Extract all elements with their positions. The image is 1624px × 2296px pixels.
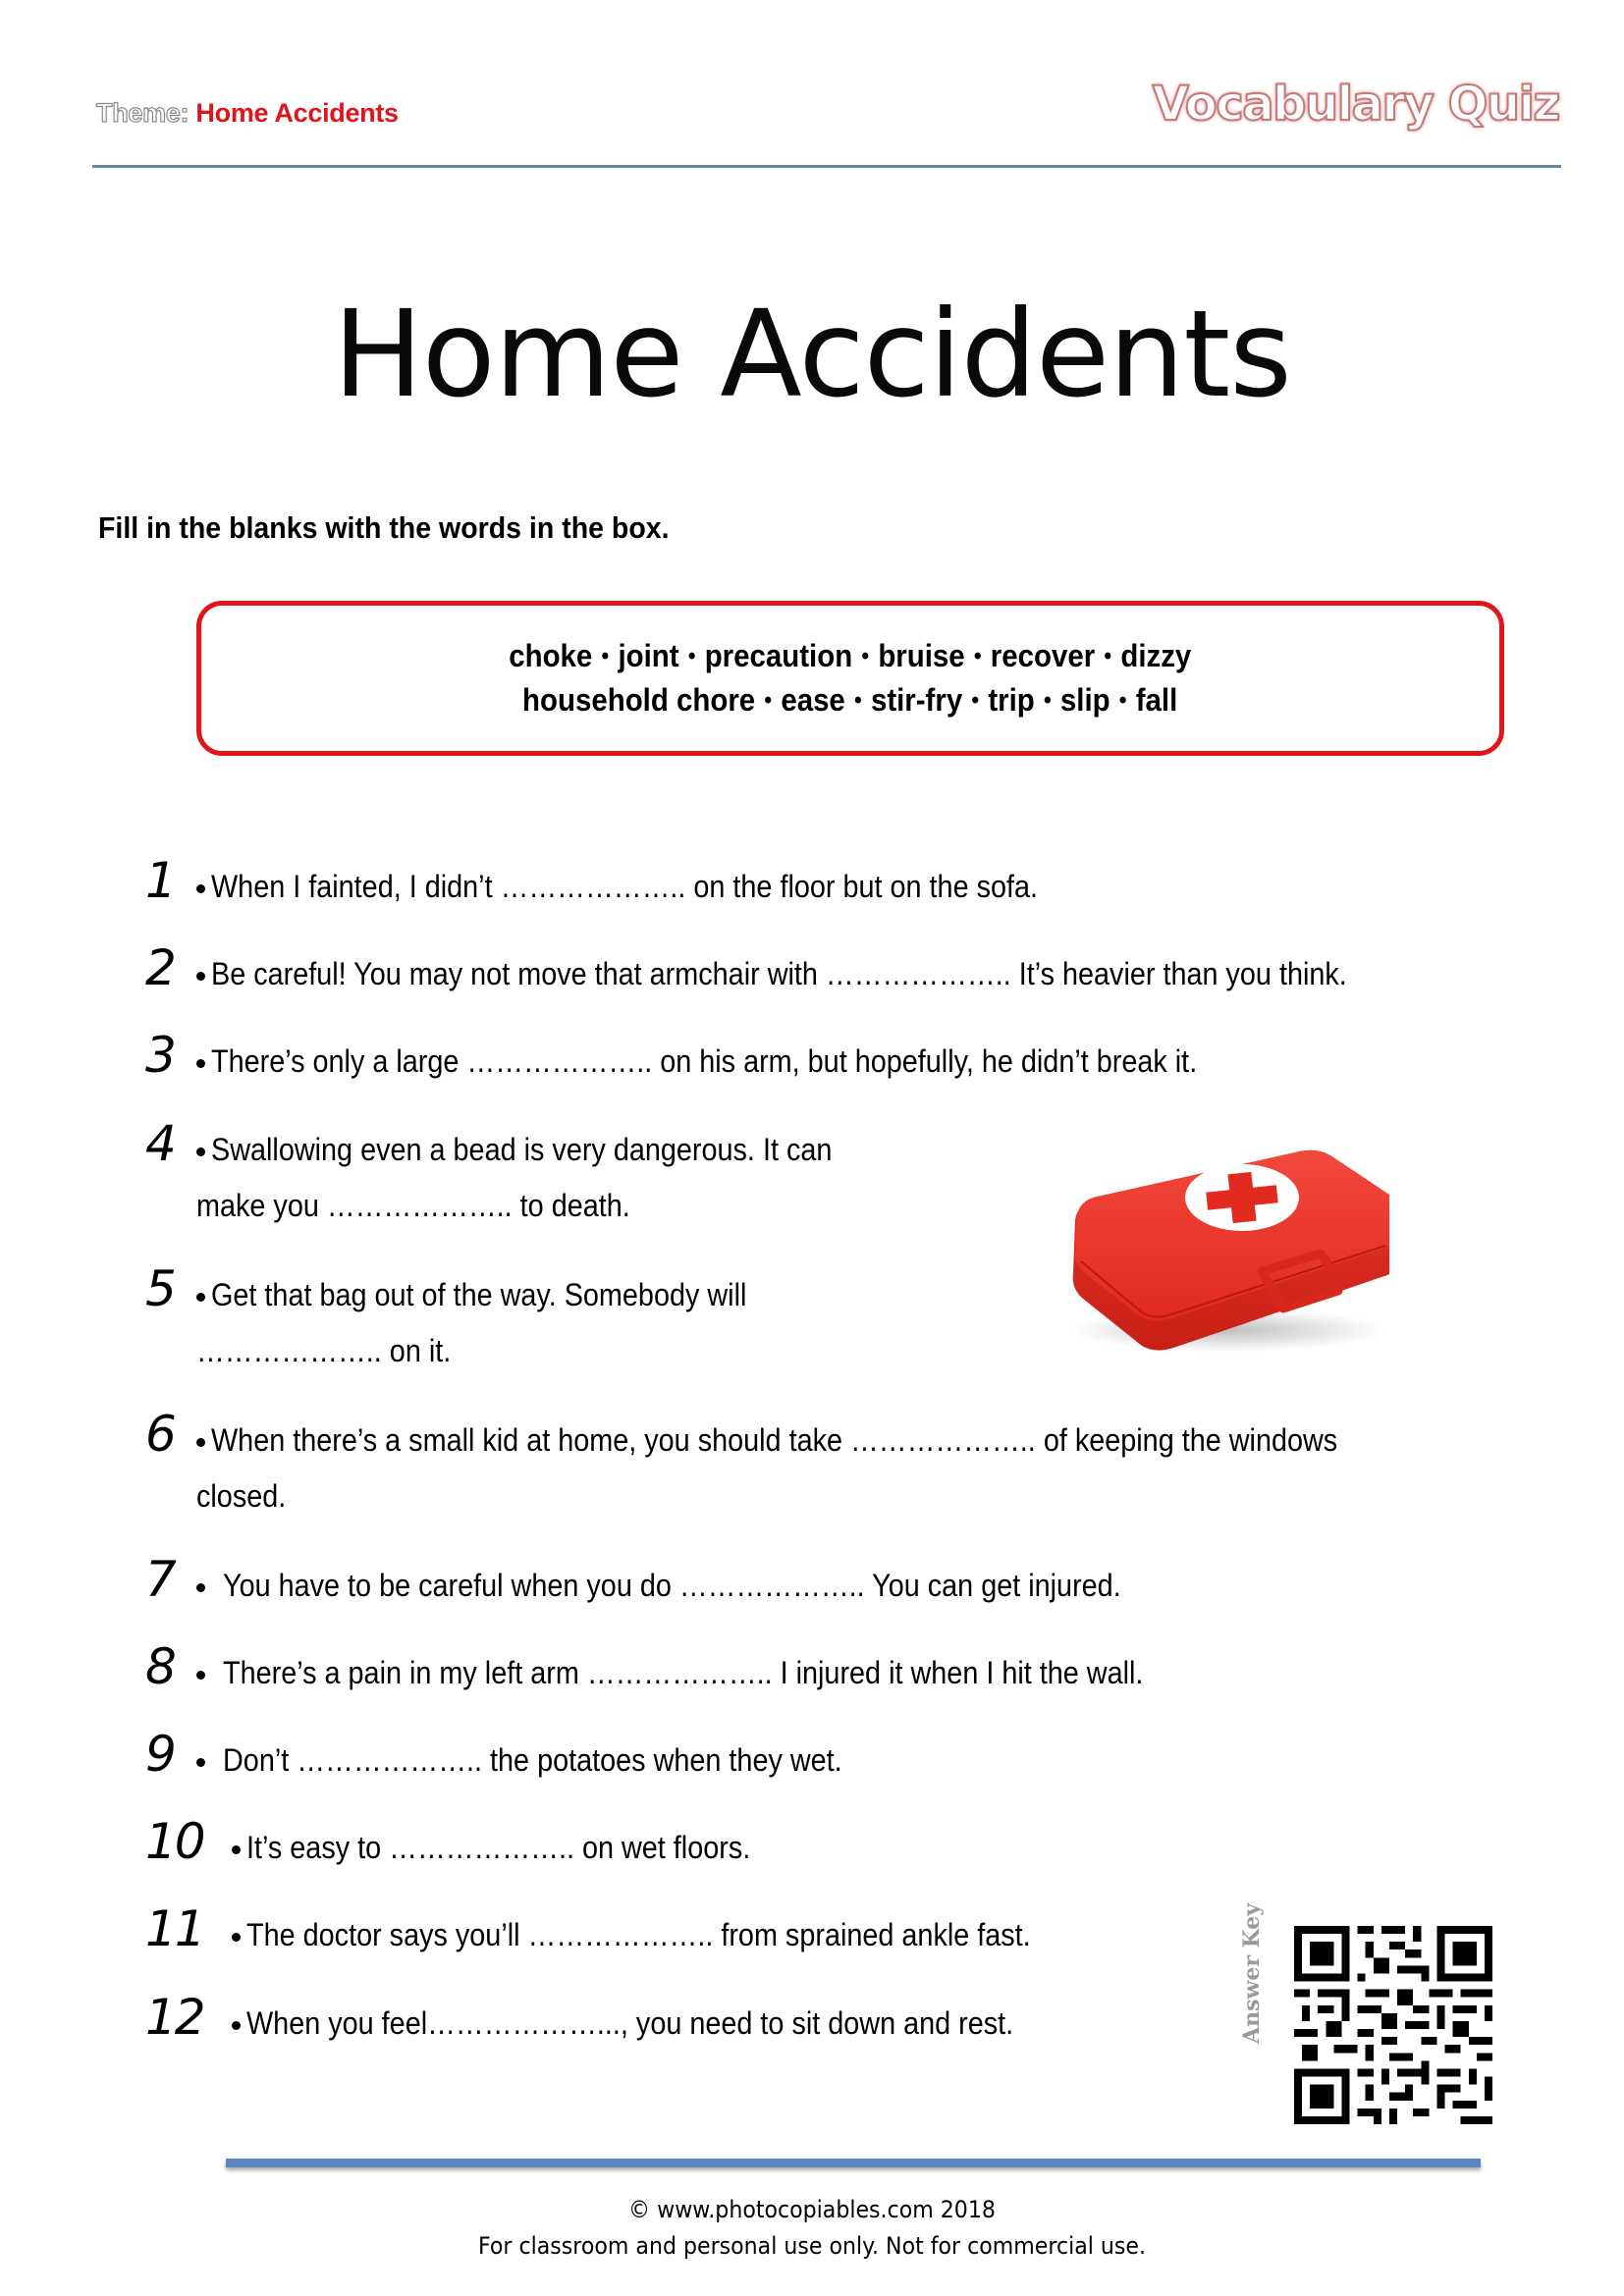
question-text: When there’s a small kid at home, you should take ……………….. of keeping the windows (211, 1422, 1338, 1458)
bullet-separator: • (854, 686, 863, 714)
answer-key-label: Answer Key (1239, 1902, 1265, 2044)
number-dot (196, 1293, 205, 1302)
question-text: Be careful! You may not move that armchair with ……………….. It’s heavier than you think. (211, 956, 1347, 991)
word: recover (991, 638, 1096, 673)
vocabulary-quiz-badge: Vocabulary Quiz (1152, 77, 1559, 132)
page-title: Home Accidents (333, 285, 1291, 424)
question-11 (145, 1900, 1117, 1957)
number-dot (196, 1758, 205, 1767)
bullet-separator: • (1119, 686, 1127, 714)
number-dot (232, 1933, 241, 1942)
word: ease (781, 682, 846, 718)
word-row-2 (522, 682, 1177, 719)
usage-notice: For classroom and personal use only. Not for commercial use. (477, 2232, 1147, 2260)
bullet-separator: • (974, 642, 982, 669)
question-text: Get that bag out of the way. Somebody will (211, 1277, 747, 1312)
question-7 (145, 1551, 1220, 1608)
bullet-separator: • (971, 686, 980, 714)
question-2 (145, 939, 1473, 996)
theme-label (96, 98, 399, 129)
word-box (196, 601, 1504, 756)
word: trip (988, 682, 1036, 718)
question-number: 5 (145, 1260, 175, 1317)
question-text: The doctor says you’ll ……………….. from sprained ankle fast. (246, 1917, 1031, 1952)
header-divider (92, 165, 1561, 168)
question-text: Don’t ……………….. the potatoes when they wet. (223, 1742, 842, 1778)
word: fall (1136, 682, 1178, 718)
question-3 (145, 1027, 1307, 1084)
word: dizzy (1120, 638, 1192, 673)
question-text: There’s only a large ……………….. on his arm, but hopefully, he didn’t break it. (211, 1043, 1198, 1079)
bullet-separator: • (1044, 686, 1053, 714)
question-number: 8 (145, 1638, 175, 1695)
number-dot (196, 1671, 205, 1680)
number-dot (196, 1059, 205, 1068)
question-8 (145, 1638, 1246, 1695)
number-dot (196, 1438, 205, 1447)
number-dot (196, 1148, 205, 1156)
instructions: Fill in the blanks with the words in the box. (98, 510, 670, 545)
question-number: 2 (145, 939, 175, 996)
question-number: 7 (145, 1551, 175, 1608)
question-6-continuation: closed. (196, 1478, 287, 1514)
copyright-text: © www.photocopiables.com 2018 (628, 2196, 996, 2223)
number-dot (196, 1583, 205, 1592)
question-5-continuation: ……………….. on it. (196, 1333, 452, 1368)
word: bruise (878, 638, 965, 673)
theme-prefix: Theme: (96, 98, 189, 128)
number-dot (196, 972, 205, 981)
word: choke (509, 638, 593, 673)
question-12 (145, 1989, 1099, 2046)
number-dot (196, 884, 205, 893)
question-number: 10 (145, 1813, 204, 1870)
question-1 (145, 852, 1130, 909)
first-aid-kit-icon (1056, 1144, 1389, 1360)
question-5 (145, 1260, 806, 1317)
question-number: 3 (145, 1027, 175, 1084)
question-4-continuation: make you ……………….. to death. (196, 1188, 630, 1223)
bullet-separator: • (601, 642, 610, 669)
question-6 (145, 1406, 1463, 1463)
number-dot (232, 1845, 241, 1854)
question-text: There’s a pain in my left arm ……………….. I injured it when I hit the wall. (223, 1655, 1144, 1690)
question-number: 4 (145, 1115, 175, 1172)
word: stir-fry (871, 682, 963, 718)
question-number: 6 (145, 1406, 175, 1463)
question-text: It’s easy to ……………….. on wet floors. (246, 1830, 751, 1865)
bullet-separator: • (1104, 642, 1112, 669)
word: slip (1060, 682, 1110, 718)
word: household chore (522, 682, 756, 718)
number-dot (232, 2021, 241, 2030)
question-text: When I fainted, I didn’t ……………….. on the floor but on the sofa. (211, 869, 1039, 904)
bullet-separator: • (764, 686, 773, 714)
question-number: 1 (145, 852, 175, 909)
qr-code-icon[interactable] (1294, 1926, 1492, 2124)
question-4 (145, 1115, 901, 1172)
word-row-1 (509, 638, 1191, 674)
theme-value: Home Accidents (195, 98, 399, 128)
word: joint (618, 638, 679, 673)
question-text: When you feel………………..., you need to sit down and rest. (246, 2005, 1014, 2041)
question-number: 11 (145, 1900, 204, 1957)
bullet-separator: • (688, 642, 696, 669)
question-text: You have to be careful when you do ……………….. You can get injured. (223, 1568, 1121, 1603)
footer-divider (226, 2159, 1481, 2167)
question-9 (145, 1726, 911, 1783)
bullet-separator: • (861, 642, 870, 669)
question-10 (145, 1813, 806, 1870)
word: precaution (704, 638, 853, 673)
question-text: Swallowing even a bead is very dangerous. It can (211, 1132, 833, 1167)
question-number: 9 (145, 1726, 175, 1783)
question-number: 12 (145, 1989, 204, 2046)
